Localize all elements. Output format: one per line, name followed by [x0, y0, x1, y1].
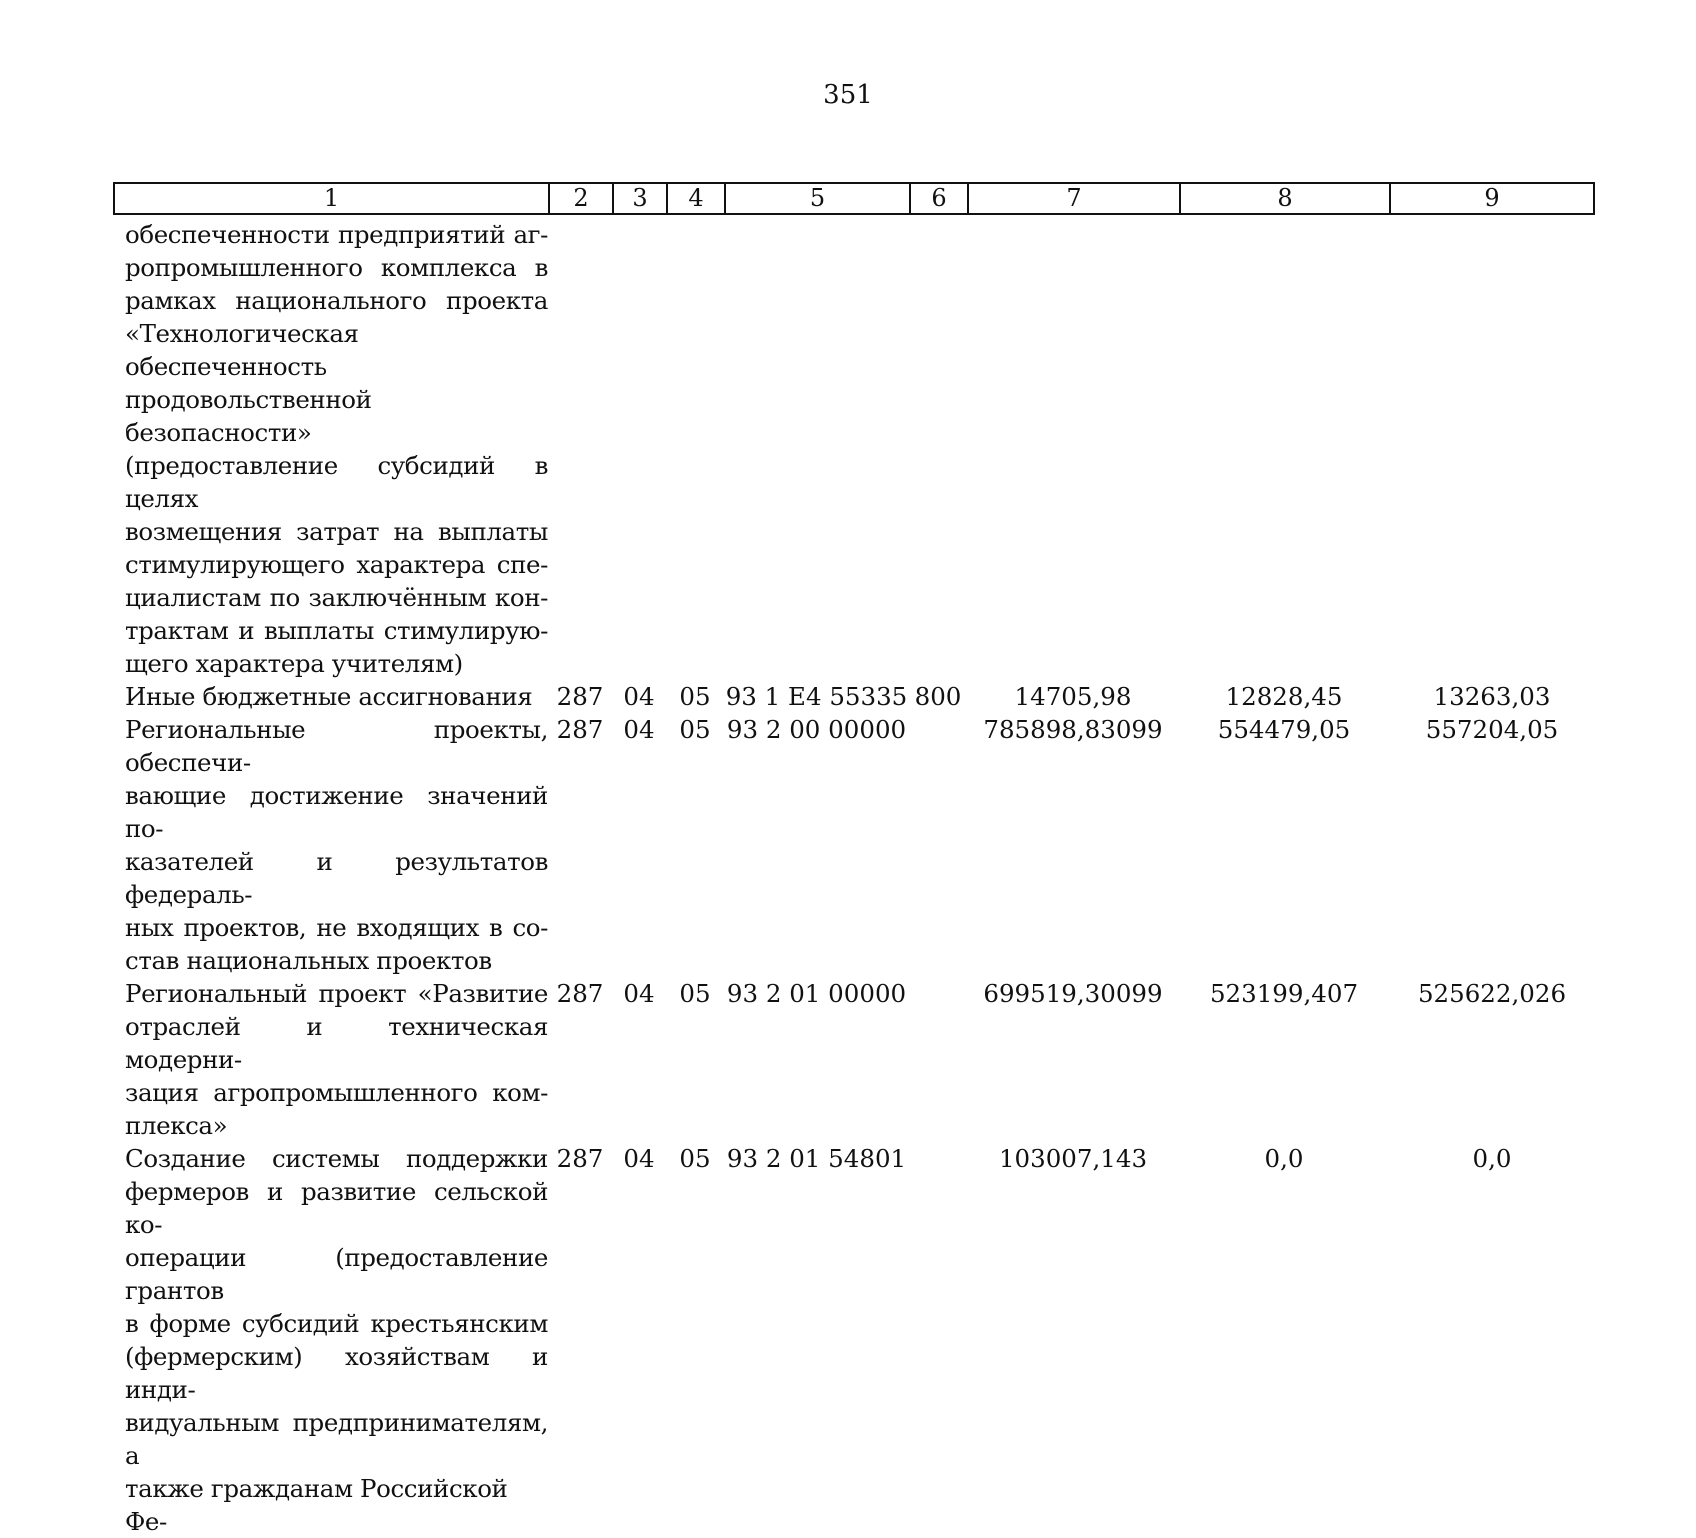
- table-header-cell: 9: [1484, 184, 1500, 212]
- table-cell-c8: 554479,05: [1217, 715, 1351, 744]
- description-line: также гражданам Российской Фе-: [125, 1474, 508, 1536]
- table-header-row: [113, 182, 1595, 215]
- description-line: стимулирующего характера спе-: [125, 550, 548, 579]
- description-line: возмещения затрат на выплаты: [125, 517, 548, 546]
- description-line: фермеров и развитие сельской ко-: [125, 1177, 548, 1239]
- table-cell-c2: 287: [556, 979, 604, 1008]
- table-row: [113, 218, 1595, 680]
- table-cell-c5: 93 1 Е4 55335: [725, 682, 908, 711]
- description-line: рамках национального проекта: [125, 286, 548, 315]
- table-cell-c9: 525622,026: [1417, 979, 1567, 1008]
- description-line: вающие достижение значений по-: [125, 781, 548, 843]
- table-row: [113, 1142, 1595, 1538]
- description-line: Региональный проект «Развитие: [125, 979, 548, 1008]
- row-description: [113, 218, 548, 680]
- description-line: Создание системы поддержки: [125, 1144, 548, 1173]
- table-cell-c8: 523199,407: [1209, 979, 1359, 1008]
- table-cell-c8: 12828,45: [1225, 682, 1343, 711]
- table-header-cell: 4: [668, 184, 726, 213]
- description-line: (фермерским) хозяйствам и инди-: [125, 1342, 548, 1404]
- row-description: [113, 713, 548, 977]
- table-row: [113, 713, 1595, 977]
- table-cell-c3: 04: [623, 682, 655, 711]
- table-header-cell: 7: [969, 184, 1181, 213]
- table-header-cell: 8: [1181, 184, 1391, 213]
- table-row: [113, 977, 1595, 1142]
- table-cell-c4: 05: [679, 1144, 711, 1173]
- row-description: [113, 1142, 548, 1538]
- description-line: (предоставление субсидий в целях: [125, 451, 548, 513]
- description-line: Иные бюджетные ассигнования: [125, 682, 533, 711]
- table-header-cell: 3: [614, 184, 668, 213]
- table-cell-c9: 557204,05: [1425, 715, 1559, 744]
- description-line: ропромышленного комплекса в: [125, 253, 548, 282]
- table-cell-c2: 287: [556, 715, 604, 744]
- table-cell-c2: 287: [556, 1144, 604, 1173]
- table-cell-c9: 13263,03: [1433, 682, 1551, 711]
- table-header-cell: 6: [911, 184, 969, 213]
- description-line: трактам и выплаты стимулирую-: [125, 616, 548, 645]
- table-cell-c3: 04: [623, 979, 655, 1008]
- description-line: циалистам по заключённым кон-: [125, 583, 548, 612]
- description-line: видуальным предпринимателям, а: [125, 1408, 548, 1470]
- table-body: [113, 218, 1595, 1538]
- description-line: ных проектов, не входящих в со-: [125, 913, 548, 942]
- table-cell-c3: 04: [623, 1144, 655, 1173]
- description-line: казателей и результатов федераль-: [125, 847, 548, 909]
- table-cell-c7: 103007,143: [998, 1144, 1148, 1173]
- table-cell-c2: 287: [556, 682, 604, 711]
- table-cell-c5: 93 2 01 00000: [726, 979, 907, 1008]
- table-cell-c5: 93 2 01 54801: [726, 1144, 907, 1173]
- table-cell-c7: 14705,98: [1014, 682, 1132, 711]
- table-cell-c4: 05: [679, 682, 711, 711]
- description-line: плекса»: [125, 1111, 228, 1140]
- description-line: отраслей и техническая модерни-: [125, 1012, 548, 1074]
- description-line: обеспеченности предприятий аг-: [125, 220, 548, 249]
- table-cell-c4: 05: [679, 979, 711, 1008]
- table-header-cell: 5: [726, 184, 911, 213]
- row-description: [113, 680, 548, 713]
- description-line: в форме субсидий крестьянским: [125, 1309, 548, 1338]
- table-cell-c9: 0,0: [1472, 1144, 1512, 1173]
- description-line: став национальных проектов: [125, 946, 492, 975]
- table-cell-c7: 785898,83099: [983, 715, 1163, 744]
- description-line: Региональные проекты, обеспечи-: [125, 715, 548, 777]
- description-line: продовольственной безопасности»: [125, 385, 372, 447]
- table-cell-c5: 93 2 00 00000: [726, 715, 907, 744]
- table-header-cell: 2: [550, 184, 614, 213]
- description-line: щего характера учителям): [125, 649, 463, 678]
- description-line: «Технологическая обеспеченность: [125, 319, 359, 381]
- table-cell-c4: 05: [679, 715, 711, 744]
- table-cell-c3: 04: [623, 715, 655, 744]
- table-header-cell: 1: [115, 184, 550, 213]
- table-row: [113, 680, 1595, 713]
- description-line: операции (предоставление грантов: [125, 1243, 548, 1305]
- row-description: [113, 977, 548, 1142]
- table-cell-c7: 699519,30099: [983, 979, 1163, 1008]
- page-number: 351: [823, 80, 873, 110]
- table-cell-c6: 800: [914, 682, 962, 711]
- table-cell-c8: 0,0: [1264, 1144, 1304, 1173]
- description-line: зация агропромышленного ком-: [125, 1078, 548, 1107]
